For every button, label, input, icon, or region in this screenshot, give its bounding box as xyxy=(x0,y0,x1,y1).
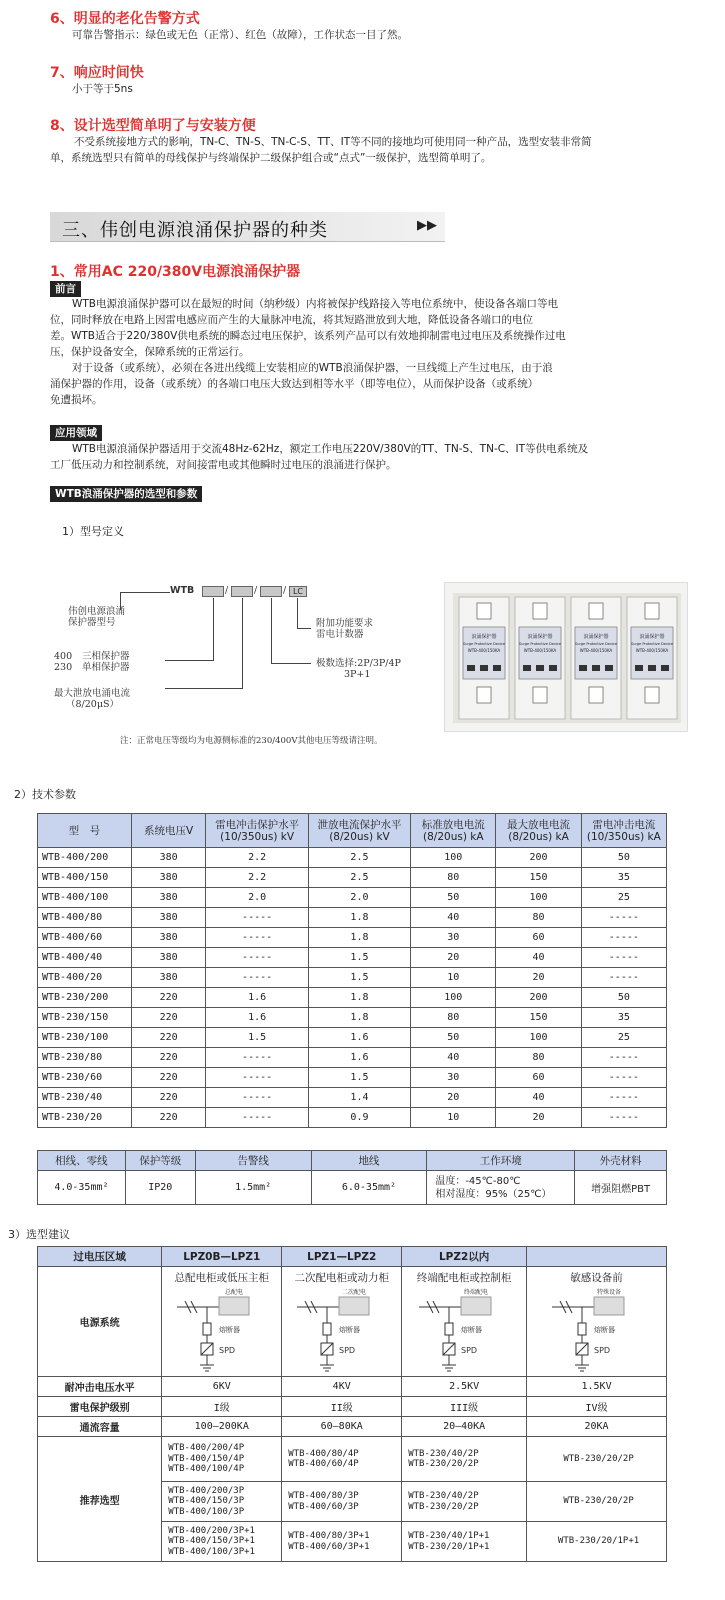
table-cell: 380 xyxy=(131,848,206,868)
model-slot-box xyxy=(202,586,224,597)
env-cell: 6.0-35mm² xyxy=(311,1171,427,1205)
model-code: WTB-230/40/2P xyxy=(408,1491,479,1501)
env-value-row xyxy=(38,1171,667,1205)
model-code: WTB-400/100/4P xyxy=(168,1464,245,1475)
sel-header: LPZ1—LPZ2 xyxy=(282,1247,402,1267)
sel-header xyxy=(527,1247,667,1267)
table-row xyxy=(38,1008,667,1028)
model-code: WTB-400/80/4P xyxy=(288,1448,359,1459)
feature-8-text-line1: 不受系统接地方式的影响，TN-C、TN-S、TN-C-S、TT、IT等不同的接地均可使用同一种产品，选型安装非常简 xyxy=(74,136,592,148)
table-cell: 20 xyxy=(496,968,581,988)
table-cell: 380 xyxy=(131,908,206,928)
sel-row xyxy=(38,1417,667,1437)
cabinet-name: 总配电柜或低压主柜 xyxy=(174,1272,269,1284)
table-cell: 1.5 xyxy=(308,1068,410,1088)
table-cell: 380 xyxy=(131,868,206,888)
sel-cell: 100—200KA xyxy=(162,1417,282,1437)
table-cell: 150 xyxy=(496,1008,581,1028)
model-code: WTB-230/40/2P xyxy=(408,1448,479,1459)
sel-rec-cell xyxy=(162,1437,282,1482)
model-code: WTB-230/20/2P xyxy=(563,1496,634,1507)
table-cell: 35 xyxy=(581,1008,666,1028)
sel-cell: IV级 xyxy=(527,1397,667,1417)
table-cell: 80 xyxy=(411,868,496,888)
table-cell: 80 xyxy=(496,908,581,928)
model-slot-box xyxy=(260,586,282,597)
device-sub: Surge Protective Device xyxy=(575,642,617,646)
sel-cell: 1.5KV xyxy=(527,1377,667,1397)
table-cell: ----- xyxy=(581,928,666,948)
spd-label: SPD xyxy=(338,1346,355,1355)
sel-cell: 6KV xyxy=(162,1377,282,1397)
table-cell: 200 xyxy=(496,988,581,1008)
table-cell: 1.6 xyxy=(308,1048,410,1068)
sel-rec-cell xyxy=(282,1437,402,1482)
double-arrow-icon: ▶▶ xyxy=(417,218,437,233)
table-row xyxy=(38,968,667,988)
model-code: WTB-400/200/3P+1 xyxy=(168,1525,255,1536)
sel-row-label: 雷电保护级别 xyxy=(38,1397,162,1417)
application-line: 工厂低压动力和控制系统，对间接雷电或其他瞬时过电压的浪涌进行保护。 xyxy=(50,459,397,471)
table-cell: ----- xyxy=(581,1068,666,1088)
spd-label: SPD xyxy=(593,1346,610,1355)
tech-header-line: (8/20us) kA xyxy=(508,830,569,843)
table-cell: WTB-400/200 xyxy=(38,848,132,868)
sel-cell: 4KV xyxy=(282,1377,402,1397)
tech-header-line: (10/350us) kV xyxy=(220,830,295,843)
sel-cell: 2.5KV xyxy=(402,1377,527,1397)
tech-header-cell xyxy=(131,814,206,848)
tech-header-line: 最大放电电流 xyxy=(507,818,571,831)
table-cell: 40 xyxy=(496,1088,581,1108)
sel-cell: 20KA xyxy=(527,1417,667,1437)
table-row xyxy=(38,1048,667,1068)
preface-line: 差。WTB适合于220/380V供电系统的瞬态过电压保护，该系列产品可以有效地抑制雷电过电压及系统操作过电 xyxy=(50,330,566,342)
fuse-label: 熔断器 xyxy=(593,1326,615,1334)
env-header-cell: 保护等级 xyxy=(125,1151,195,1171)
preface-line: 压，保护设备安全，保障系统的正常运行。 xyxy=(50,346,250,358)
env-header-cell: 相线、零线 xyxy=(38,1151,126,1171)
fuse-label: 熔断器 xyxy=(461,1326,483,1334)
env-table xyxy=(37,1150,667,1205)
diag-400: 400 xyxy=(54,651,73,662)
table-cell: 1.6 xyxy=(206,1008,308,1028)
diag-r3: 极数选择:2P/3P/4P xyxy=(316,658,401,669)
preface-tag: 前言 xyxy=(50,281,81,297)
sel-header: LPZ2以内 xyxy=(402,1247,527,1267)
tech-header-line: (8/20us) kA xyxy=(423,830,484,843)
table-row xyxy=(38,1068,667,1088)
table-cell: 25 xyxy=(581,888,666,908)
table-cell: 35 xyxy=(581,868,666,888)
sel-power-row xyxy=(38,1267,667,1377)
section-title: 三、伟创电源浪涌保护器的种类 xyxy=(62,220,328,241)
table-cell: WTB-230/200 xyxy=(38,988,132,1008)
sel-rec-cell xyxy=(282,1522,402,1562)
tech-header-line: 标准放电电流 xyxy=(421,818,485,831)
model-code: WTB-400/80/3P xyxy=(288,1491,359,1501)
model-code: WTB-230/20/2P xyxy=(408,1459,479,1469)
table-row xyxy=(38,888,667,908)
device-sub: Surge Protective Device xyxy=(631,642,673,646)
selection-tag: WTB浪涌保护器的选型和参数 xyxy=(50,486,202,502)
table-cell: 380 xyxy=(131,948,206,968)
sel-row xyxy=(38,1397,667,1417)
tech-header-row xyxy=(38,814,667,848)
table-cell: 1.6 xyxy=(308,1028,410,1048)
preface-line: 涌保护器的作用，设备（或系统）的各端口电压大致达到相等水平（即等电位），从而保护设备（或系统） xyxy=(50,378,539,390)
diag-note: 注：正常电压等级均为电源侧标准的230/400V其他电压等级请注明。 xyxy=(120,736,383,746)
diag-r1: 附加功能要求 xyxy=(316,618,374,629)
cabinet-name: 二次配电柜或动力柜 xyxy=(294,1272,389,1284)
tech-heading: 2）技术参数 xyxy=(14,788,76,801)
table-cell: ----- xyxy=(206,968,308,988)
env-header-cell: 外壳材料 xyxy=(575,1151,667,1171)
sel-row-label: 通流容量 xyxy=(38,1417,162,1437)
table-cell: 80 xyxy=(411,1008,496,1028)
table-cell: 100 xyxy=(411,848,496,868)
device-brand: 浪涌保护器 xyxy=(527,634,553,640)
sel-heading: 3）选型建议 xyxy=(8,1228,70,1241)
sel-row-label: 推荐选型 xyxy=(38,1437,162,1562)
table-cell: WTB-230/100 xyxy=(38,1028,132,1048)
feature-8-title: 8、设计选型简单明了与安装方便 xyxy=(50,118,256,134)
tech-header-cell xyxy=(496,814,581,848)
sel-rec-row xyxy=(38,1437,667,1482)
table-cell: 40 xyxy=(411,908,496,928)
fuse-label: 熔断器 xyxy=(218,1326,240,1334)
spd-wiring-diagram xyxy=(287,1285,397,1373)
table-cell: 40 xyxy=(496,948,581,968)
table-row xyxy=(38,1028,667,1048)
spd-wiring-diagram xyxy=(409,1285,519,1373)
table-cell: WTB-230/20 xyxy=(38,1108,132,1128)
feature-8-text-line2: 单，系统选型只有简单的母线保护与终端保护二级保护组合或“点式”一级保护，选型简单明了。 xyxy=(50,152,492,164)
preface-line: 对于设备（或系统），必须在各进出线缆上安装相应的WTB浪涌保护器，一旦线缆上产生过电压，由于浪 xyxy=(72,362,553,374)
model-code: WTB-230/20/1P+1 xyxy=(408,1541,490,1552)
sel-cell: 20—40KA xyxy=(402,1417,527,1437)
table-cell: 1.5 xyxy=(308,968,410,988)
env-cell: 4.0-35mm² xyxy=(38,1171,126,1205)
table-cell: 1.8 xyxy=(308,988,410,1008)
table-cell: 50 xyxy=(581,848,666,868)
sel-header-row xyxy=(38,1247,667,1267)
table-cell: WTB-230/60 xyxy=(38,1068,132,1088)
sub1-title: 1、常用AC 220/380V电源浪涌保护器 xyxy=(50,264,301,280)
table-cell: 220 xyxy=(131,988,206,1008)
table-cell: 380 xyxy=(131,928,206,948)
table-row xyxy=(38,1088,667,1108)
diag-r4: 3P+1 xyxy=(344,669,371,680)
model-lc-box: LC xyxy=(289,586,307,597)
model-code: WTB-230/40/1P+1 xyxy=(408,1531,490,1541)
model-def-heading: 1）型号定义 xyxy=(62,525,124,538)
model-slot-box xyxy=(231,586,253,597)
model-code: WTB-400/60/3P+1 xyxy=(288,1541,370,1552)
table-cell: ----- xyxy=(581,1088,666,1108)
diag-left1: 伟创电源浪涌 xyxy=(68,606,126,617)
table-cell: 1.8 xyxy=(308,928,410,948)
tech-header-line: 系统电压V xyxy=(144,824,194,837)
table-cell: 380 xyxy=(131,888,206,908)
sel-rec-cell xyxy=(282,1482,402,1522)
spd-modules-image xyxy=(445,583,689,733)
env-header-cell: 告警线 xyxy=(195,1151,311,1171)
cabinet-small-label: 总配电 xyxy=(224,1289,243,1296)
table-cell: 60 xyxy=(496,1068,581,1088)
sel-cell: 60—80KA xyxy=(282,1417,402,1437)
device-brand: 浪涌保护器 xyxy=(471,634,497,640)
env-cell: 1.5mm² xyxy=(195,1171,311,1205)
table-cell: WTB-400/40 xyxy=(38,948,132,968)
sel-cell: III级 xyxy=(402,1397,527,1417)
model-code: WTB-400/60/3P xyxy=(288,1501,359,1512)
table-cell: WTB-400/20 xyxy=(38,968,132,988)
diag-230: 230 xyxy=(54,662,73,673)
diag-230-text: 单相保护器 xyxy=(82,662,130,673)
table-cell: 220 xyxy=(131,1068,206,1088)
env-cell-environment xyxy=(427,1171,575,1205)
table-cell: ----- xyxy=(206,908,308,928)
table-cell: 100 xyxy=(496,1028,581,1048)
model-code: WTB-230/20/2P xyxy=(563,1453,634,1464)
sel-row-label: 电源系统 xyxy=(38,1267,162,1377)
application-line: WTB电源浪涌保护器适用于交流48Hz-62Hz，额定工作电压220V/380V的TT、TN-S、TN-C、IT等供电系统及 xyxy=(72,443,589,455)
table-cell: 100 xyxy=(411,988,496,1008)
tech-header-cell xyxy=(308,814,410,848)
table-cell: ----- xyxy=(206,1068,308,1088)
sel-cell: I级 xyxy=(162,1397,282,1417)
table-cell: 200 xyxy=(496,848,581,868)
table-cell: 10 xyxy=(411,1108,496,1128)
device-model: WTB-400/150KA xyxy=(467,648,501,653)
table-cell: 220 xyxy=(131,1048,206,1068)
table-cell: 2.5 xyxy=(308,868,410,888)
model-code: WTB-230/20/2P xyxy=(408,1501,479,1512)
spd-label: SPD xyxy=(461,1346,478,1355)
table-cell: ----- xyxy=(581,1108,666,1128)
table-cell: 30 xyxy=(411,928,496,948)
fuse-label: 熔断器 xyxy=(338,1326,360,1334)
spd-label: SPD xyxy=(218,1346,235,1355)
table-cell: WTB-400/150 xyxy=(38,868,132,888)
cabinet-name: 敏感设备前 xyxy=(570,1272,623,1284)
spd-wiring-diagram xyxy=(167,1285,277,1373)
model-code: WTB-400/80/3P+1 xyxy=(288,1531,370,1541)
spd-wiring-diagram xyxy=(542,1285,652,1373)
table-cell: 2.0 xyxy=(308,888,410,908)
sel-rec-cell xyxy=(527,1482,667,1522)
tech-header-cell xyxy=(38,814,132,848)
tech-header-cell xyxy=(206,814,308,848)
preface-text xyxy=(50,296,700,408)
table-cell: 20 xyxy=(496,1108,581,1128)
preface-line: WTB电源浪涌保护器可以在最短的时间（纳秒级）内将被保护线路接入等电位系统中，使设备各端口等电 xyxy=(72,298,558,310)
cabinet-small-label: 特殊设备 xyxy=(596,1289,621,1296)
table-cell: WTB-230/80 xyxy=(38,1048,132,1068)
device-brand: 浪涌保护器 xyxy=(583,634,609,640)
table-cell: ----- xyxy=(581,948,666,968)
table-cell: ----- xyxy=(206,1108,308,1128)
table-cell: 1.8 xyxy=(308,1008,410,1028)
sel-cell: II级 xyxy=(282,1397,402,1417)
table-cell: 150 xyxy=(496,868,581,888)
preface-line: 免遭损坏。 xyxy=(50,394,103,406)
table-cell: 20 xyxy=(411,1088,496,1108)
model-code: WTB-400/150/3P+1 xyxy=(168,1536,255,1547)
diag-max2: （8/20μS） xyxy=(66,699,120,710)
tech-header-line: 雷电冲击电流 xyxy=(592,818,656,831)
diag-left2: 保护器型号 xyxy=(68,617,116,628)
tech-header-line: (10/350us) kA xyxy=(586,830,661,843)
tech-table xyxy=(37,813,667,1128)
device-sub: Surge Protective Device xyxy=(463,642,505,646)
sel-rec-cell xyxy=(527,1522,667,1562)
table-row xyxy=(38,868,667,888)
table-cell: 1.5 xyxy=(308,948,410,968)
device-brand: 浪涌保护器 xyxy=(639,634,665,640)
sel-cabinet-cell xyxy=(162,1267,282,1377)
sel-cabinet-cell xyxy=(402,1267,527,1377)
table-cell: ----- xyxy=(581,1048,666,1068)
table-cell: ----- xyxy=(581,968,666,988)
table-cell: ----- xyxy=(206,948,308,968)
table-cell: WTB-400/80 xyxy=(38,908,132,928)
model-code: WTB-400/150/4P xyxy=(168,1453,245,1464)
model-code: WTB-400/200/4P xyxy=(168,1443,245,1454)
table-row xyxy=(38,948,667,968)
device-photo xyxy=(444,582,688,732)
model-code: WTB-400/150/3P xyxy=(168,1496,245,1507)
table-cell: 2.2 xyxy=(206,848,308,868)
tech-header-cell xyxy=(581,814,666,848)
cabinet-small-label: 终端配电 xyxy=(464,1289,489,1296)
table-cell: 220 xyxy=(131,1008,206,1028)
sel-rec-cell xyxy=(402,1437,527,1482)
table-cell: 20 xyxy=(411,948,496,968)
table-cell: 100 xyxy=(496,888,581,908)
sel-header: 过电压区域 xyxy=(38,1247,162,1267)
sel-header: LPZ0B—LPZ1 xyxy=(162,1247,282,1267)
diag-400-text: 三相保护器 xyxy=(82,651,130,662)
env-header-cell: 地线 xyxy=(311,1151,427,1171)
table-row xyxy=(38,988,667,1008)
application-tag: 应用领域 xyxy=(50,425,102,441)
table-cell: 80 xyxy=(496,1048,581,1068)
tech-header-line: 泄放电流保护水平 xyxy=(317,818,402,831)
table-cell: 60 xyxy=(496,928,581,948)
table-cell: 2.2 xyxy=(206,868,308,888)
env-temp: 温度：-45℃-80℃ xyxy=(435,1175,521,1187)
env-header-cell: 工作环境 xyxy=(427,1151,575,1171)
table-cell: 220 xyxy=(131,1108,206,1128)
device-sub: Surge Protective Device xyxy=(519,642,561,646)
table-cell: 1.8 xyxy=(308,908,410,928)
model-code: WTB-230/20/1P+1 xyxy=(557,1536,640,1547)
device-model: WTB-400/150KA xyxy=(579,648,613,653)
diag-r2: 雷电计数器 xyxy=(316,629,364,640)
model-code: WTB-400/200/3P xyxy=(168,1485,245,1496)
cabinet-name: 终端配电柜或控制柜 xyxy=(416,1272,512,1284)
table-cell: 220 xyxy=(131,1088,206,1108)
application-text xyxy=(50,441,700,473)
env-cell: IP20 xyxy=(125,1171,195,1205)
table-cell: WTB-400/60 xyxy=(38,928,132,948)
feature-7-text: 小于等于5ns xyxy=(72,83,133,95)
table-row xyxy=(38,848,667,868)
table-cell: 220 xyxy=(131,1028,206,1048)
sel-rec-cell xyxy=(402,1482,527,1522)
table-cell: 0.9 xyxy=(308,1108,410,1128)
selection-table xyxy=(37,1246,667,1562)
sel-row xyxy=(38,1377,667,1397)
table-cell: 50 xyxy=(411,1028,496,1048)
table-cell: ----- xyxy=(581,908,666,928)
table-cell: 1.6 xyxy=(206,988,308,1008)
table-row xyxy=(38,1108,667,1128)
table-cell: 25 xyxy=(581,1028,666,1048)
table-cell: WTB-400/100 xyxy=(38,888,132,908)
model-prefix: WTB xyxy=(170,585,195,596)
env-cell: 增强阻燃PBT xyxy=(575,1171,667,1205)
tech-header-line: 型 号 xyxy=(68,824,101,837)
model-code: WTB-400/100/3P xyxy=(168,1506,245,1517)
table-cell: 10 xyxy=(411,968,496,988)
table-cell: 380 xyxy=(131,968,206,988)
tech-header-line: (8/20us) kV xyxy=(329,830,390,843)
diag-max1: 最大泄放电涌电流 xyxy=(54,688,131,699)
feature-6-title: 6、明显的老化告警方式 xyxy=(50,11,200,27)
env-humidity: 相对湿度：95%（25℃） xyxy=(435,1188,552,1200)
sel-rec-cell xyxy=(162,1482,282,1522)
cabinet-small-label: 二次配电 xyxy=(341,1289,366,1296)
feature-7-title: 7、响应时间快 xyxy=(50,65,144,81)
table-cell: WTB-230/150 xyxy=(38,1008,132,1028)
device-model: WTB-400/150KA xyxy=(635,648,669,653)
table-cell: 50 xyxy=(411,888,496,908)
table-row xyxy=(38,928,667,948)
feature-6-text: 可靠告警指示：绿色或无色（正常）、红色（故障），工作状态一目了然。 xyxy=(72,29,408,41)
sel-rec-cell xyxy=(162,1522,282,1562)
table-cell: 40 xyxy=(411,1048,496,1068)
sel-rec-cell xyxy=(402,1522,527,1562)
preface-line: 位，同时释放在电路上因雷电感应而产生的大量脉冲电流，将其短路泄放到大地，降低设备各端口的电位 xyxy=(50,314,533,326)
sel-cabinet-cell xyxy=(527,1267,667,1377)
tech-header-cell xyxy=(411,814,496,848)
table-cell: WTB-230/40 xyxy=(38,1088,132,1108)
table-cell: ----- xyxy=(206,1088,308,1108)
table-cell: 50 xyxy=(581,988,666,1008)
model-code: WTB-400/60/4P xyxy=(288,1459,359,1469)
table-cell: 1.4 xyxy=(308,1088,410,1108)
env-header-row xyxy=(38,1151,667,1171)
sel-cabinet-cell xyxy=(282,1267,402,1377)
table-cell: 2.5 xyxy=(308,848,410,868)
table-cell: 1.5 xyxy=(206,1028,308,1048)
tech-header-line: 雷电冲击保护水平 xyxy=(215,818,300,831)
device-model: WTB-400/150KA xyxy=(523,648,557,653)
model-code: WTB-400/100/3P+1 xyxy=(168,1546,255,1557)
sel-rec-cell xyxy=(527,1437,667,1482)
sel-row-label: 耐冲击电压水平 xyxy=(38,1377,162,1397)
section-banner xyxy=(50,212,445,242)
table-cell: ----- xyxy=(206,1048,308,1068)
table-cell: 2.0 xyxy=(206,888,308,908)
table-cell: ----- xyxy=(206,928,308,948)
table-cell: 30 xyxy=(411,1068,496,1088)
table-row xyxy=(38,908,667,928)
